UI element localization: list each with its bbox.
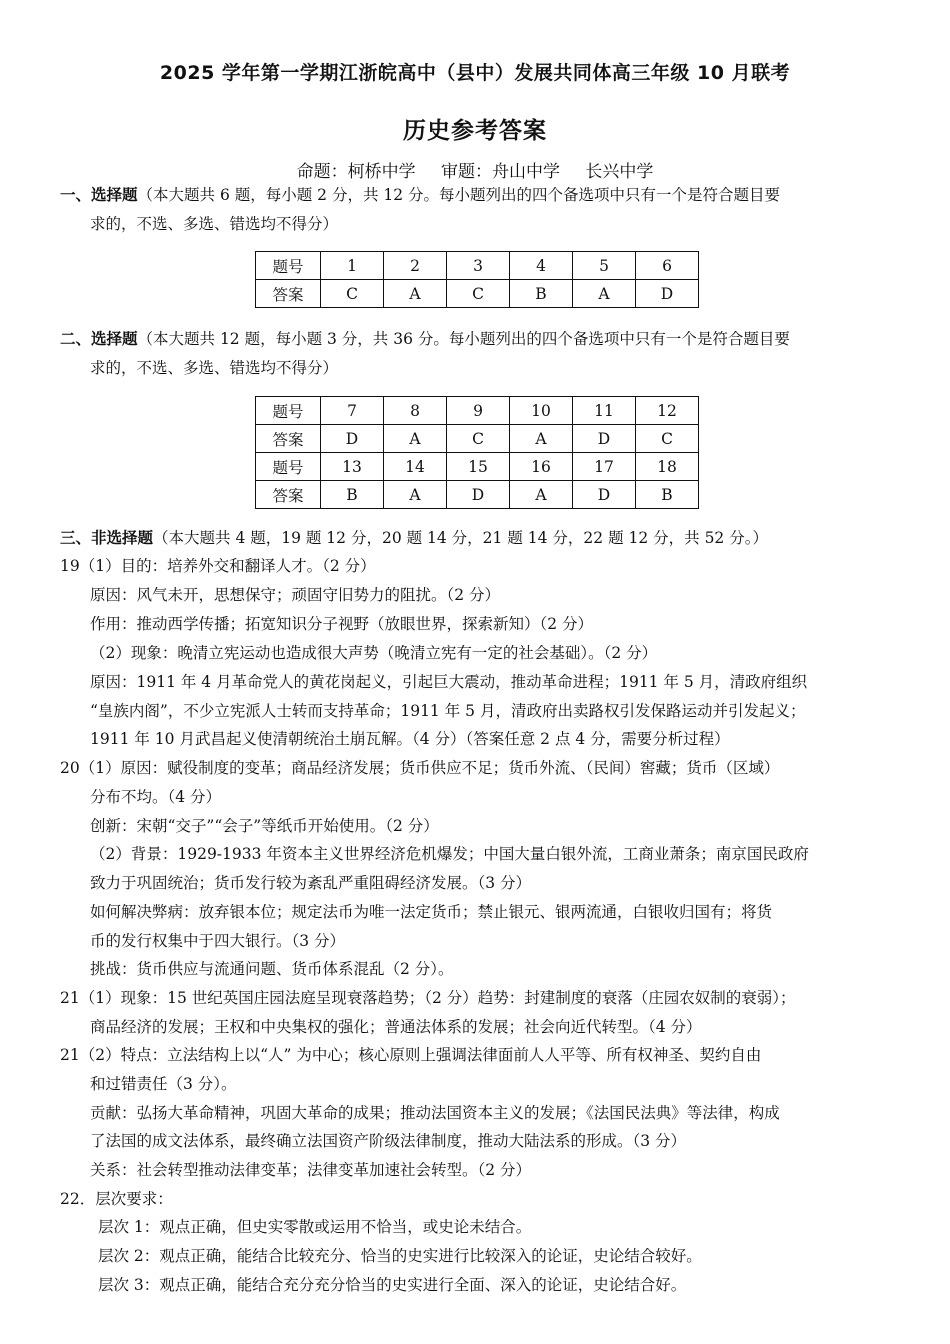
question-number-cell: 17: [573, 453, 636, 481]
section1-desc-1: （本大题共 6 题，每小题 2 分，共 12 分。每小题列出的四个备选项中只有一个是符合题目要: [137, 186, 781, 204]
section2-head: 二、选择题: [60, 330, 138, 348]
answer-cell: B: [321, 481, 384, 509]
answer-cell: A: [384, 280, 447, 308]
answer-cell: B: [636, 481, 699, 509]
section3-heading: [60, 527, 768, 549]
author-proposer: 命题：柯桥中学: [296, 162, 416, 182]
section1-head: 一、选择题: [60, 186, 138, 204]
answer-cell: D: [573, 425, 636, 453]
question-label-cell: 题号: [256, 397, 321, 425]
table-row: [256, 397, 699, 425]
section2-answer-table: [255, 396, 699, 509]
answer-cell: A: [510, 425, 573, 453]
section1-heading: [60, 184, 780, 206]
answer-line: 和过错责任（3 分）。: [90, 1075, 237, 1093]
question-number-cell: 16: [510, 453, 573, 481]
section2-desc-2: 求的，不选、多选、错选均不得分）: [90, 359, 339, 377]
section3-head: 三、非选择题: [60, 529, 154, 547]
author-reviewer-2: 长兴中学: [585, 162, 654, 182]
question-number-cell: 4: [510, 252, 573, 280]
question-number-cell: 3: [447, 252, 510, 280]
answer-line: （2）背景：1929-1933 年资本主义世界经济危机爆发；中国大量白银外流，工商业萧条；南京国民政府: [90, 845, 809, 863]
question-number-cell: 2: [384, 252, 447, 280]
answer-line: 1911 年 10 月武昌起义使清朝统治土崩瓦解。（4 分）（答案任意 2 点 4 分，需要分析过程）: [90, 730, 730, 748]
answer-line: 19（1）目的：培养外交和翻译人才。（2 分）: [60, 557, 376, 575]
table-row: [256, 425, 699, 453]
answer-cell: A: [573, 280, 636, 308]
answer-line: 贡献：弘扬大革命精神，巩固大革命的成果；推动法国资本主义的发展；《法国民法典》等法律，构成: [90, 1104, 780, 1122]
answer-label-cell: 答案: [256, 481, 321, 509]
answer-line: 作用：推动西学传播；拓宽知识分子视野（放眼世界，探索新知）（2 分）: [90, 615, 594, 633]
table-row: [256, 481, 699, 509]
answer-line: 致力于巩固统治；货币发行较为紊乱严重阻碍经济发展。（3 分）: [90, 874, 532, 892]
section3-desc: （本大题共 4 题，19 题 12 分，20 题 14 分，21 题 14 分，22 题 12 分，共 52 分。）: [153, 529, 768, 547]
answer-cell: A: [384, 425, 447, 453]
question-number-cell: 1: [321, 252, 384, 280]
answer-cell: D: [636, 280, 699, 308]
table-row: [256, 280, 699, 308]
section1-answer-table: [255, 251, 699, 308]
answer-line: 分布不均。（4 分）: [90, 788, 222, 806]
answer-line: 挑战：货币供应与流通问题、货币体系混乱（2 分）。: [90, 960, 454, 978]
answer-line: 20（1）原因：赋役制度的变革；商品经济发展；货币供应不足；货币外流、（民间）窖藏；货币（区域）: [60, 759, 780, 777]
answer-cell: D: [321, 425, 384, 453]
answer-cell: A: [384, 481, 447, 509]
answer-line: 层次 1：观点正确，但史实零散或运用不恰当，或史论未结合。: [98, 1218, 532, 1236]
answer-line: 层次 3：观点正确，能结合充分充分恰当的史实进行全面、深入的论证，史论结合好。: [98, 1276, 687, 1294]
answer-line: 21（1）现象：15 世纪英国庄园法庭呈现衰落趋势；（2 分）趋势：封建制度的衰落（庄园农奴制的衰弱）；: [60, 989, 796, 1007]
answer-cell: D: [573, 481, 636, 509]
section1-desc-2: 求的，不选、多选、错选均不得分）: [90, 215, 339, 233]
question-number-cell: 9: [447, 397, 510, 425]
answer-label-cell: 答案: [256, 425, 321, 453]
answer-line: 币的发行权集中于四大银行。（3 分）: [90, 932, 346, 950]
question-number-cell: 18: [636, 453, 699, 481]
answer-cell: C: [636, 425, 699, 453]
answer-cell: C: [447, 280, 510, 308]
answer-line: 层次 2：观点正确，能结合比较充分、恰当的史实进行比较深入的论证，史论结合较好。: [98, 1247, 702, 1265]
question-number-cell: 15: [447, 453, 510, 481]
answer-line: 商品经济的发展；王权和中央集权的强化；普通法体系的发展；社会向近代转型。（4 分）: [90, 1018, 702, 1036]
answer-line: 原因：1911 年 4 月革命党人的黄花岗起义，引起巨大震动，推动革命进程；1911 年 5 月，清政府组织: [90, 673, 808, 691]
question-label-cell: 题号: [256, 453, 321, 481]
authors-line: [0, 157, 950, 182]
answer-line: 原因：风气未开，思想保守；顽固守旧势力的阻扰。（2 分）: [90, 586, 501, 604]
answer-cell: C: [447, 425, 510, 453]
question-number-cell: 10: [510, 397, 573, 425]
answer-cell: C: [321, 280, 384, 308]
section2-desc-1: （本大题共 12 题，每小题 3 分，共 36 分。每小题列出的四个备选项中只有一个是符合题目要: [137, 330, 790, 348]
answer-line: “皇族内阁”，不少立宪派人士转而支持革命；1911 年 5 月，清政府出卖路权引发保路运动并引发起义；: [90, 702, 806, 720]
answer-label-cell: 答案: [256, 280, 321, 308]
answer-cell: B: [510, 280, 573, 308]
question-number-cell: 8: [384, 397, 447, 425]
question-number-cell: 7: [321, 397, 384, 425]
question-number-cell: 6: [636, 252, 699, 280]
answer-line: 21（2）特点：立法结构上以“人” 为中心；核心原则上强调法律面前人人平等、所有权神圣、契约自由: [60, 1046, 762, 1064]
document-subtitle: 历史参考答案: [403, 118, 547, 144]
question-number-cell: 14: [384, 453, 447, 481]
question-number-cell: 11: [573, 397, 636, 425]
answer-cell: A: [510, 481, 573, 509]
question-number-cell: 13: [321, 453, 384, 481]
answer-line: 如何解决弊病：放弃银本位；规定法币为唯一法定货币；禁止银元、银两流通，白银收归国有；将货: [90, 903, 773, 921]
table-row: [256, 252, 699, 280]
answer-line: （2）现象：晚清立宪运动也造成很大声势（晚清立宪有一定的社会基础）。（2 分）: [90, 644, 658, 662]
question-number-cell: 5: [573, 252, 636, 280]
question-label-cell: 题号: [256, 252, 321, 280]
answer-line: 关系：社会转型推动法律变革；法律变革加速社会转型。（2 分）: [90, 1161, 532, 1179]
exam-title: 2025 学年第一学期江浙皖高中（县中）发展共同体高三年级 10 月联考: [159, 62, 791, 84]
answer-line: 22．层次要求：: [60, 1190, 173, 1208]
answer-line: 创新：宋朝“交子”“会子”等纸币开始使用。（2 分）: [90, 817, 439, 835]
section2-heading: [60, 328, 790, 350]
question-number-cell: 12: [636, 397, 699, 425]
author-reviewer: 审题：舟山中学: [441, 162, 560, 182]
answer-cell: D: [447, 481, 510, 509]
answer-line: 了法国的成文法体系，最终确立法国资产阶级法律制度，推动大陆法系的形成。（3 分）: [90, 1132, 687, 1150]
table-row: [256, 453, 699, 481]
